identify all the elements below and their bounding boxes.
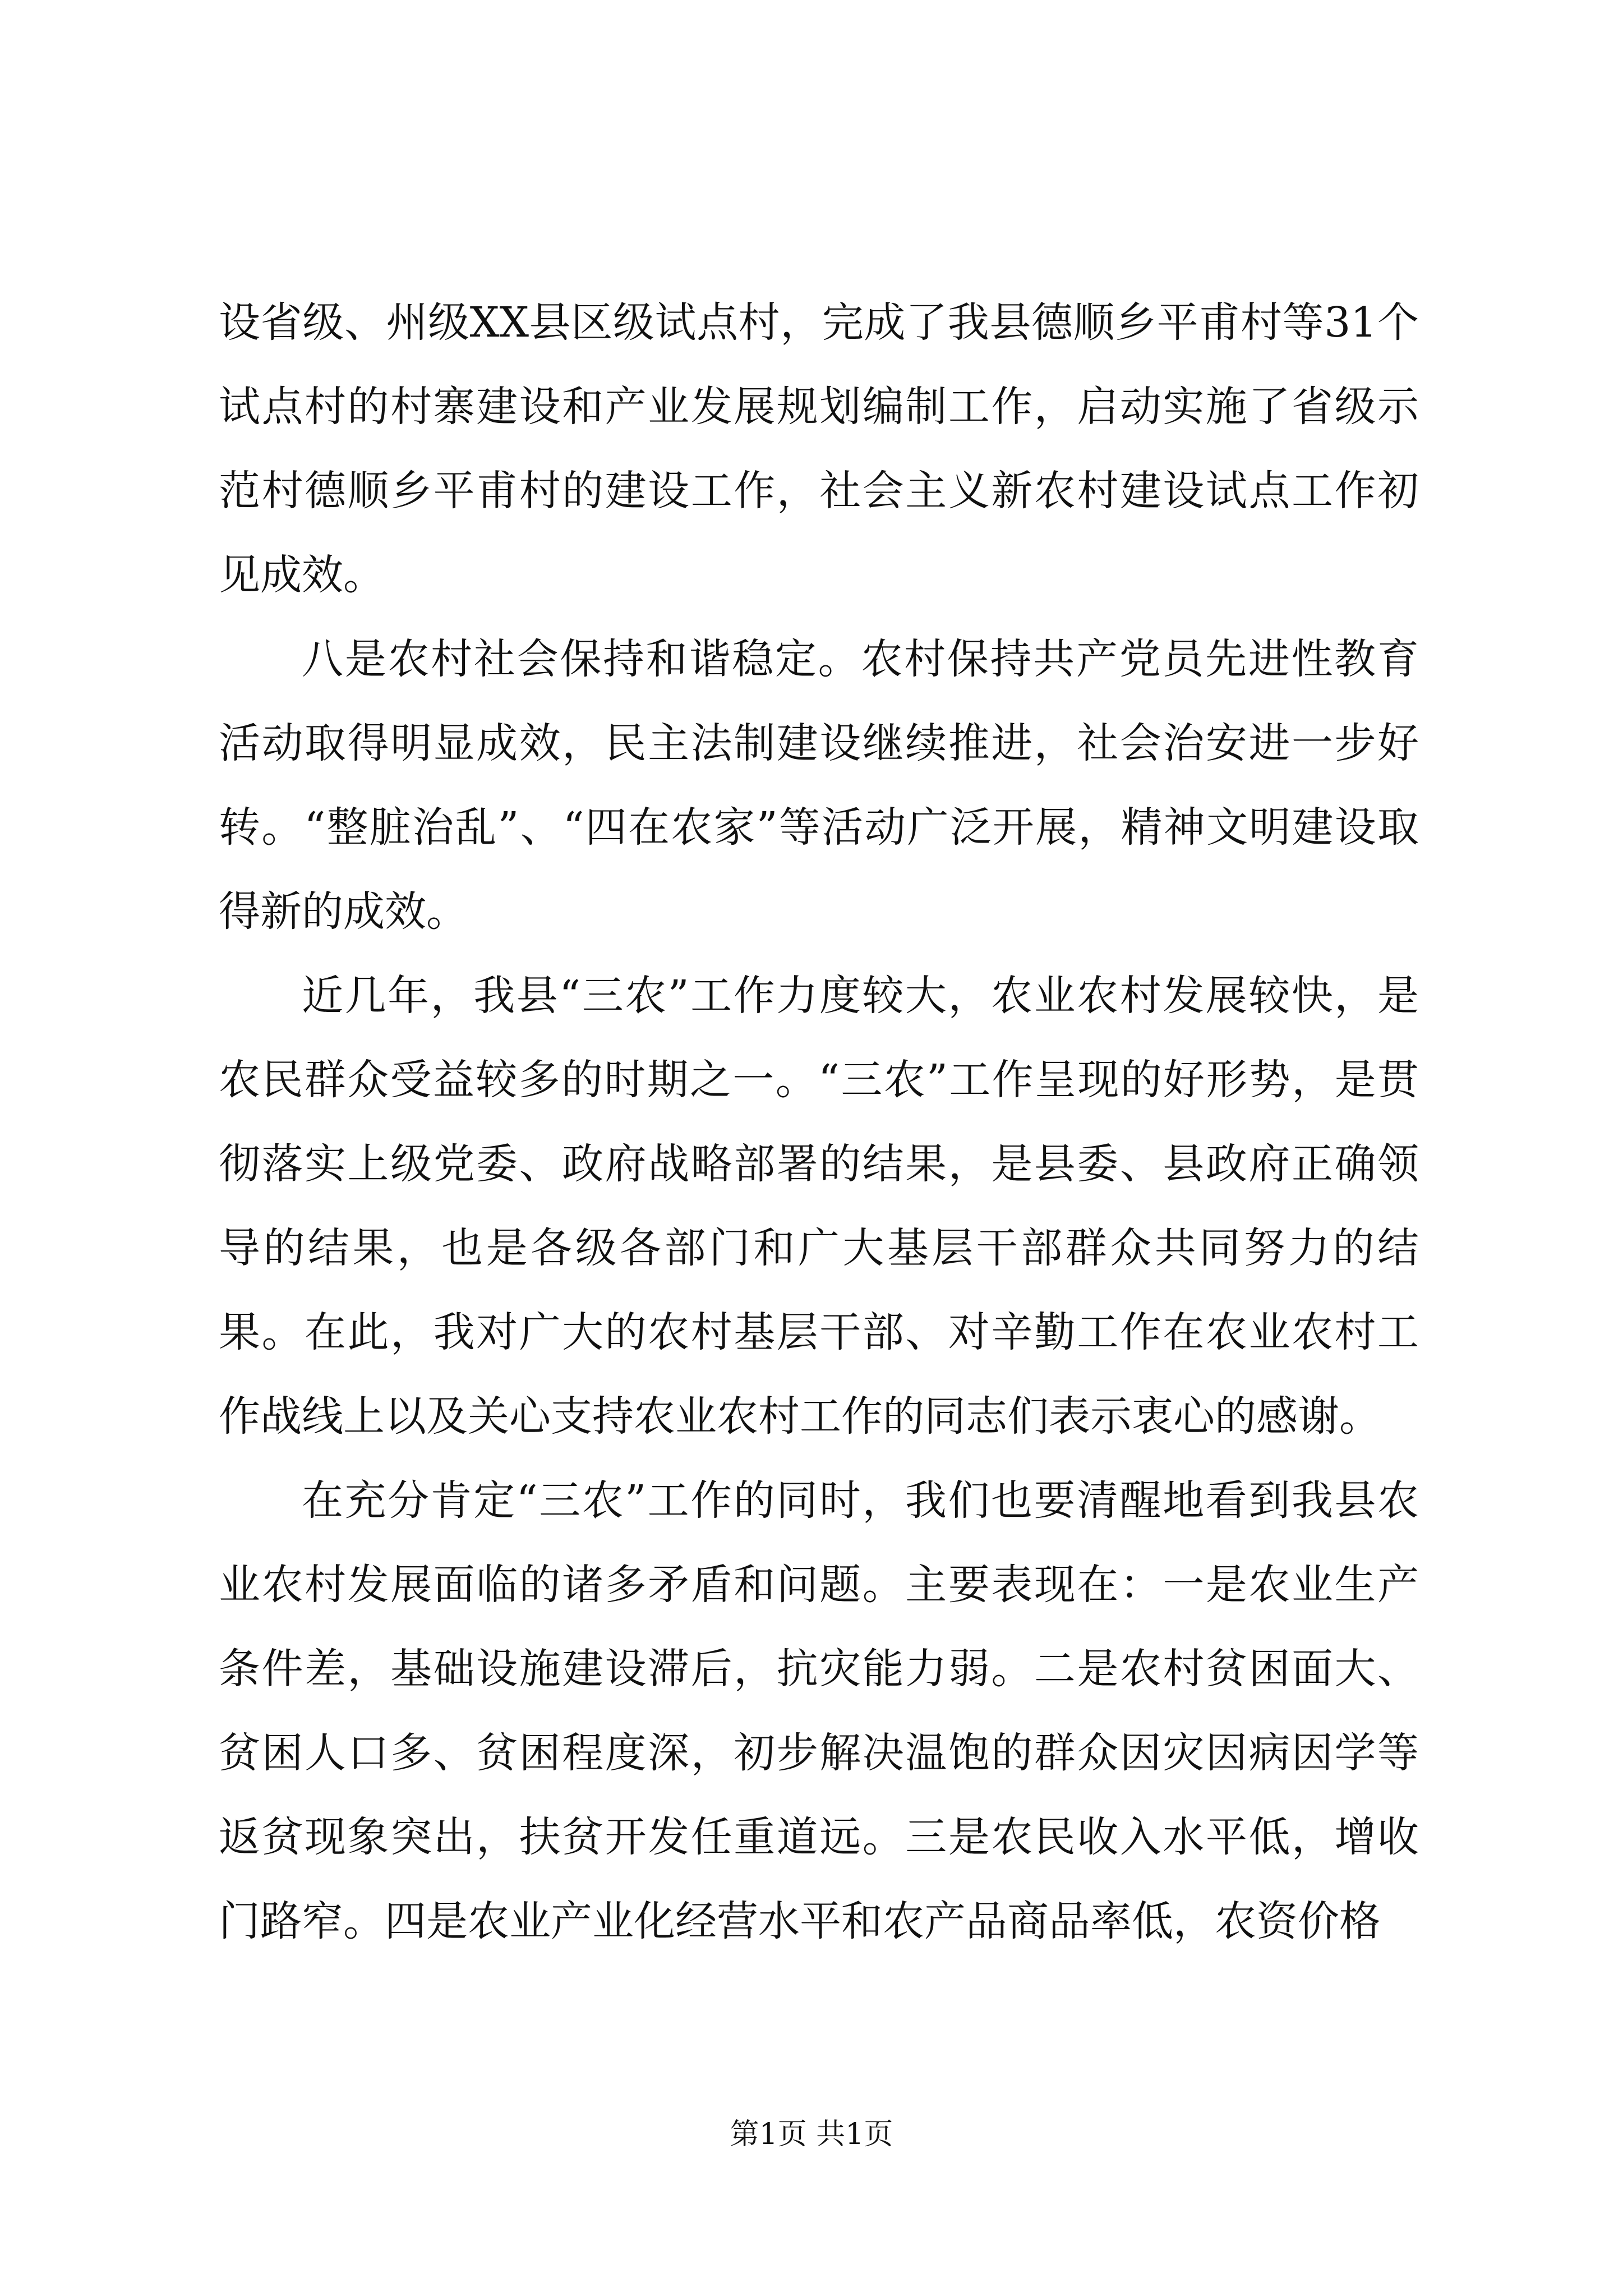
paragraph-4: 在充分肯定“三农”工作的同时，我们也要清醒地看到我县农业农村发展面临的诸多矛盾和问题。主要表现在：一是农业生产条件差，基础设施建设滞后，抗灾能力弱。二是农村贫困面大、贫困人口多、贫困程度深，初步解决温饱的群众因灾因病因学等返贫现象突出，扶贫开发任重道远。三是农民收入水平低，增收门路窄。四是农业产业化经营水平和农产品商品率低，农资价格 xyxy=(219,1476,1419,1945)
paragraph-2: 八是农村社会保持和谐稳定。农村保持共产党员先进性教育活动取得明显成效，民主法制建设继续推进，社会治安进一步好转。“整脏治乱”、“四在农家”等活动广泛开展，精神文明建设取得新的成效。 xyxy=(219,635,1419,936)
document-body xyxy=(219,280,1419,1963)
paragraph-1: 设省级、州级XX县区级试点村，完成了我县德顺乡平甫村等31个试点村的村寨建设和产业发展规划编制工作，启动实施了省级示范村德顺乡平甫村的建设工作，社会主义新农村建设试点工作初见成效。 xyxy=(219,298,1419,599)
page-footer: 第1页 共1页 xyxy=(730,2118,893,2151)
paragraph-3: 近几年，我县“三农”工作力度较大，农业农村发展较快，是农民群众受益较多的时期之一。“三农”工作呈现的好形势，是贯彻落实上级党委、政府战略部署的结果，是县委、县政府正确领导的结果，也是各级各部门和广大基层干部群众共同努力的结果。在此，我对广大的农村基层干部、对辛勤工作在农业农村工作战线上以及关心支持农业农村工作的同志们表示衷心的感谢。 xyxy=(219,972,1419,1441)
